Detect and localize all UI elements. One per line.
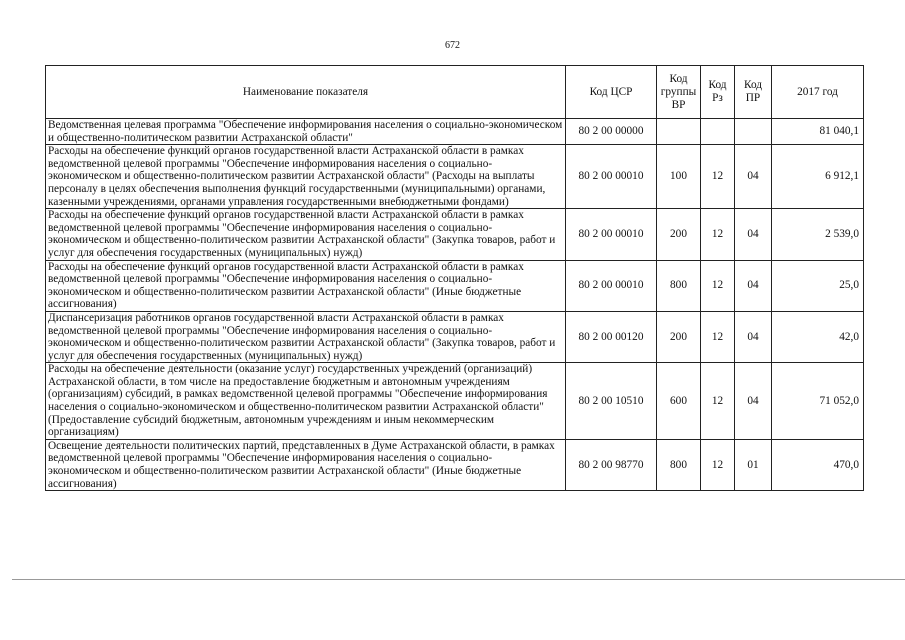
header-csr: Код ЦСР — [566, 66, 657, 119]
page-number: 672 — [445, 40, 460, 51]
header-rz: Код Рз — [701, 66, 735, 119]
table-row — [46, 145, 864, 209]
row-vr: 100 — [657, 145, 701, 209]
row-csr: 80 2 00 00120 — [566, 311, 657, 362]
row-pr: 01 — [735, 439, 772, 490]
row-csr: 80 2 00 00000 — [566, 119, 657, 145]
row-rz — [701, 119, 735, 145]
row-pr: 04 — [735, 145, 772, 209]
row-name: Расходы на обеспечение функций органов государственной власти Астраханской области в рамках ведомственной целевой программы "Обеспечение информирования населения о социально-экономическом и общественно-политическом развитии Астраханской области" (Закупка товаров, работ и услуг для обеспечения государственных (муниципальных) нужд) — [46, 209, 566, 260]
row-pr: 04 — [735, 260, 772, 311]
table-row — [46, 363, 864, 440]
table-header-row — [46, 66, 864, 119]
row-csr: 80 2 00 00010 — [566, 260, 657, 311]
row-name: Освещение деятельности политических партий, представленных в Думе Астраханской области, в рамках ведомственной целевой программы "Обеспечение информирования населения о социально-экономическом и общественно-политическом развитии Астраханской области" (Иные бюджетные ассигнования) — [46, 439, 566, 490]
row-csr: 80 2 00 98770 — [566, 439, 657, 490]
row-pr: 04 — [735, 311, 772, 362]
row-amount: 71 052,0 — [772, 363, 864, 440]
row-rz: 12 — [701, 439, 735, 490]
row-rz: 12 — [701, 363, 735, 440]
row-name: Диспансеризация работников органов государственной власти Астраханской области в рамках ведомственной целевой программы "Обеспечение информирования населения о социально-экономическом и общественно-политическом развитии Астраханской области" (Закупка товаров, работ и услуг для обеспечения государственных (муниципальных) нужд) — [46, 311, 566, 362]
row-vr: 200 — [657, 209, 701, 260]
table-row — [46, 311, 864, 362]
row-amount: 470,0 — [772, 439, 864, 490]
row-name: Расходы на обеспечение функций органов государственной власти Астраханской области в рамках ведомственной целевой программы "Обеспечение информирования населения о социально-экономическом и общественно-политическом развитии Астраханской области" (Расходы на выплаты персоналу в целях обеспечения выполнения функций государственными (муниципальными) органами, казенными учреждениями, органами управления государственными внебюджетными фондами) — [46, 145, 566, 209]
row-vr — [657, 119, 701, 145]
row-pr — [735, 119, 772, 145]
row-amount: 2 539,0 — [772, 209, 864, 260]
row-rz: 12 — [701, 311, 735, 362]
row-name: Ведомственная целевая программа "Обеспечение информирования населения о социально-экономическом и общественно-политическом развитии Астраханской области" — [46, 119, 566, 145]
header-vr: Код группы ВР — [657, 66, 701, 119]
row-rz: 12 — [701, 260, 735, 311]
row-csr: 80 2 00 00010 — [566, 209, 657, 260]
row-name: Расходы на обеспечение функций органов государственной власти Астраханской области в рамках ведомственной целевой программы "Обеспечение информирования населения о социально-экономическом и общественно-политическом развитии Астраханской области" (Иные бюджетные ассигнования) — [46, 260, 566, 311]
table-row — [46, 209, 864, 260]
row-amount: 42,0 — [772, 311, 864, 362]
row-name: Расходы на обеспечение деятельности (оказание услуг) государственных учреждений (организаций) Астраханской области, в том числе на предоставление бюджетным и автономным учреждениям (организациям) субсидий, в рамках ведомственной целевой программы "Обеспечение информирования населения о социально-экономическом и общественно-политическом развитии Астраханской области" (Предоставление субсидий бюджетным, автономным учреждениям и иным некоммерческим организациям) — [46, 363, 566, 440]
bottom-divider — [12, 579, 905, 580]
header-pr: Код ПР — [735, 66, 772, 119]
row-rz: 12 — [701, 209, 735, 260]
row-rz: 12 — [701, 145, 735, 209]
row-amount: 25,0 — [772, 260, 864, 311]
header-name: Наименование показателя — [46, 66, 566, 119]
header-year: 2017 год — [772, 66, 864, 119]
budget-table — [45, 65, 864, 491]
row-amount: 6 912,1 — [772, 145, 864, 209]
row-vr: 800 — [657, 439, 701, 490]
row-vr: 600 — [657, 363, 701, 440]
row-vr: 200 — [657, 311, 701, 362]
row-vr: 800 — [657, 260, 701, 311]
table-row — [46, 439, 864, 490]
table-row — [46, 260, 864, 311]
row-pr: 04 — [735, 209, 772, 260]
row-csr: 80 2 00 10510 — [566, 363, 657, 440]
row-csr: 80 2 00 00010 — [566, 145, 657, 209]
row-amount: 81 040,1 — [772, 119, 864, 145]
row-pr: 04 — [735, 363, 772, 440]
table-row — [46, 119, 864, 145]
